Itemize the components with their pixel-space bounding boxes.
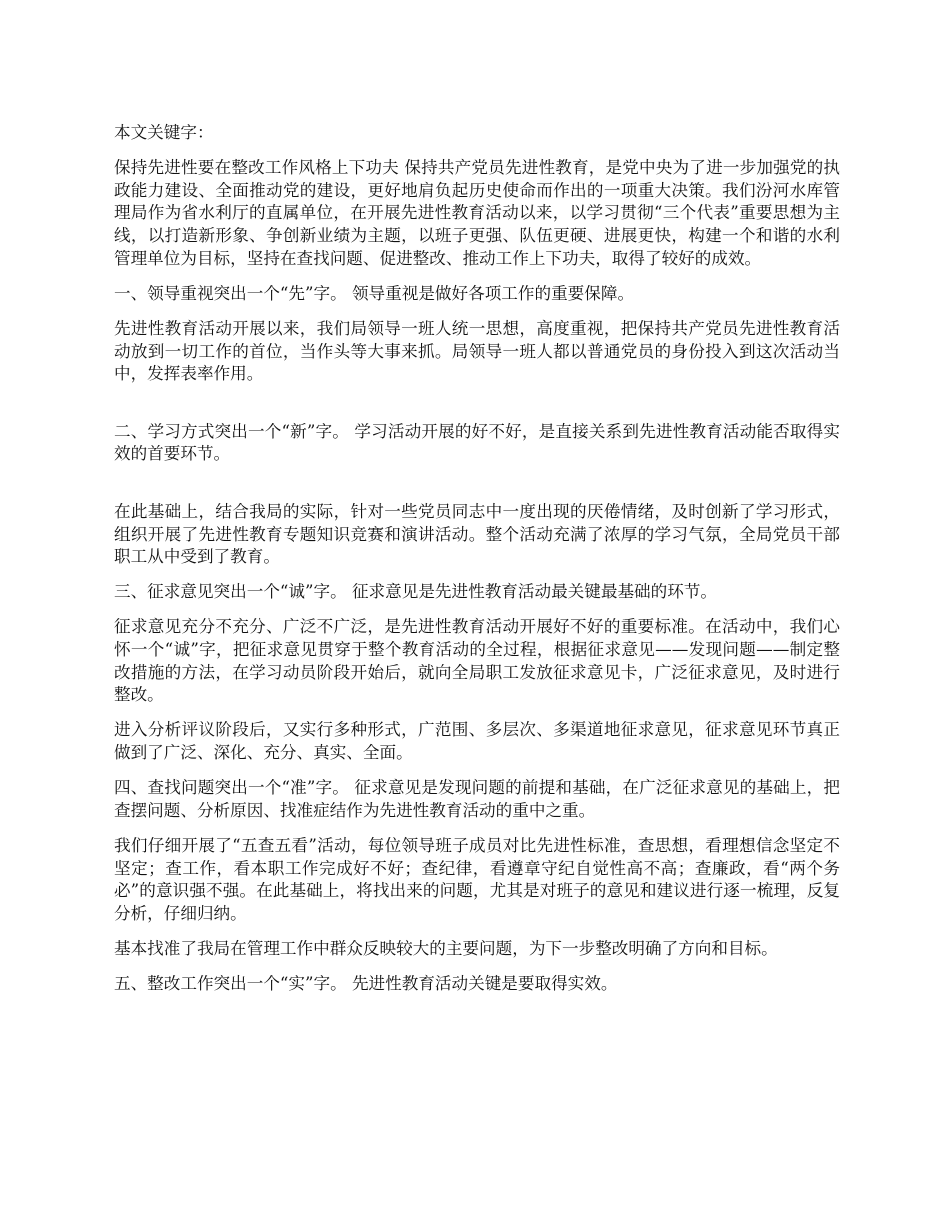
paragraph-intro: 保持先进性要在整改工作风格上下功夫 保持共产党员先进性教育，是党中央为了进一步加强党的执政能力建设、全面推动党的建设，更好地肩负起历史使命而作出的一项重大决策。我们汾河水库管理局作为省水利厅的直属单位，在开展先进性教育活动以来，以学习贯彻“三个代表”重要思想为主线，以打造新形象、争创新业绩为主题，以班子更强、队伍更硬、进展更快，构建一个和谐的水利管理单位为目标，坚持在查找问题、促进整改、推动工作上下功夫，取得了较好的成效。 bbox=[114, 158, 840, 268]
section-4-heading: 四、查找问题突出一个“准”字。 征求意见是发现问题的前提和基础，在广泛征求意见的基础上，把查摆问题、分析原因、找准症结作为先进性教育活动的重中之重。 bbox=[114, 778, 840, 820]
section-1-heading: 一、领导重视突出一个“先”字。 领导重视是做好各项工作的重要保障。 bbox=[114, 283, 635, 303]
section-4-body-1: 我们仔细开展了“五查五看”活动，每位领导班子成员对比先进性标准，查思想，看理想信念坚定不坚定；查工作，看本职工作完成好不好；查纪律，看遵章守纪自觉性高不高；查廉政，看“两个务必”的意识强不强。在此基础上，将找出来的问题，尤其是对班子的意见和建议进行逐一梳理，反复分析，仔细归纳。 bbox=[114, 836, 840, 923]
section-5-heading: 五、整改工作突出一个“实”字。 先进性教育活动关键是要取得实效。 bbox=[114, 974, 618, 994]
section-3-body-1: 征求意见充分不充分、广泛不广泛，是先进性教育活动开展好不好的重要标准。在活动中，我们心怀一个“诚”字，把征求意见贯穿于整个教育活动的全过程，根据征求意见——发现问题——制定整改措施的方法，在学习动员阶段开始后，就向全局职工发放征求意见卡，广泛征求意见，及时进行整改。 bbox=[114, 617, 840, 705]
section-3-heading: 三、征求意见突出一个“诚”字。 征求意见是先进性教育活动最关键最基础的环节。 bbox=[114, 582, 718, 602]
section-2-heading: 二、学习方式突出一个“新”字。 学习活动开展的好不好，是直接关系到先进性教育活动能否取得实效的首要环节。 bbox=[114, 421, 840, 464]
section-4-body-2: 基本找准了我局在管理工作中群众反映较大的主要问题，为下一步整改明确了方向和目标。 bbox=[114, 938, 778, 958]
section-3-body-2: 进入分析评议阶段后，又实行多种形式，广范围、多层次、多渠道地征求意见，征求意见环节真正做到了广泛、深化、充分、真实、全面。 bbox=[114, 720, 840, 763]
section-2-body: 在此基础上，结合我局的实际，针对一些党员同志中一度出现的厌倦情绪，及时创新了学习形式，组织开展了先进性教育专题知识竞赛和演讲活动。整个活动充满了浓厚的学习气氛，全局党员干部职工从中受到了教育。 bbox=[114, 501, 840, 567]
section-1-body: 先进性教育活动开展以来，我们局领导一班人统一思想，高度重视，把保持共产党员先进性教育活动放到一切工作的首位，当作头等大事来抓。局领导一班人都以普通党员的身份投入到这次活动当中，发挥表率作用。 bbox=[114, 318, 840, 384]
keywords-label: 本文关键字： bbox=[114, 123, 214, 142]
document-body bbox=[114, 122, 840, 1008]
